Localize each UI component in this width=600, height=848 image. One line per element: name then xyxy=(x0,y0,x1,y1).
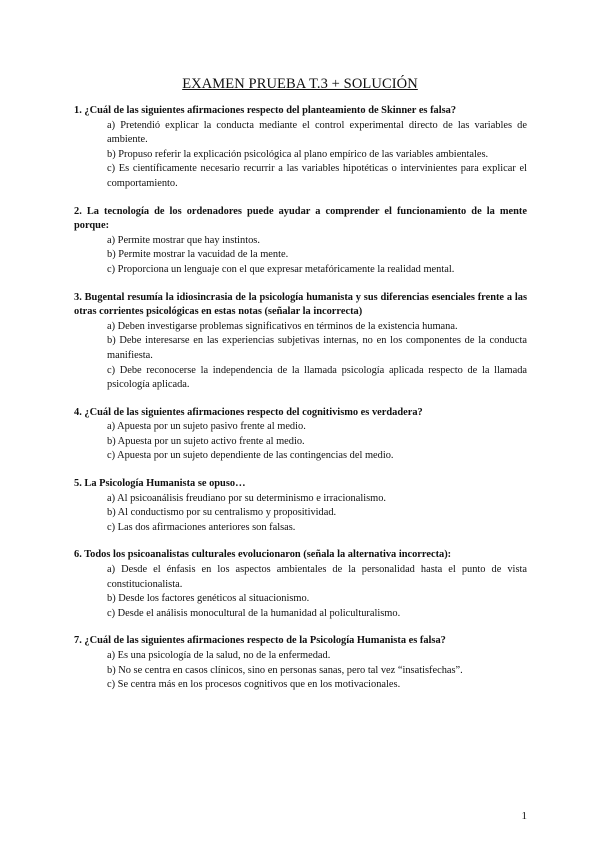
option-b: b) Al conductismo por su centralismo y propositividad. xyxy=(107,507,337,519)
question-text: 4. ¿Cuál de las siguientes afirmaciones respecto del cognitivismo es verdadera? xyxy=(74,406,423,418)
question-text: 1. ¿Cuál de las siguientes afirmaciones respecto del planteamiento de Skinner es falsa? xyxy=(74,105,457,116)
page-number: 1 xyxy=(521,810,527,822)
option-a: a) Pretendió explicar la conducta mediante el control experimental directo de las variables de ambiente. xyxy=(107,119,527,146)
question-list xyxy=(74,104,527,706)
option-b: b) Desde los factores genéticos al situacionismo. xyxy=(107,593,310,605)
option-a: a) Apuesta por un sujeto pasivo frente al medio. xyxy=(107,421,306,433)
question-7 xyxy=(74,634,527,692)
option-a: a) Deben investigarse problemas significativos en términos de la existencia humana. xyxy=(107,320,458,332)
option-b: b) Apuesta por un sujeto activo frente al medio. xyxy=(107,435,305,447)
document-title: EXAMEN PRUEBA T.3 + SOLUCIÓN xyxy=(182,76,418,92)
option-c: c) Desde el análisis monocultural de la humanidad al policulturalismo. xyxy=(107,607,401,619)
option-b: b) No se centra en casos clínicos, sino en personas sanas, pero tal vez “insatisfechas”. xyxy=(107,664,463,676)
option-list xyxy=(74,492,527,536)
option-c: c) Se centra más en los procesos cognitivos que en los motivacionales. xyxy=(107,679,401,691)
question-6 xyxy=(74,548,527,621)
question-text: 6. Todos los psicoanalistas culturales evolucionaron (señala la alternativa incorrecta): xyxy=(74,549,452,561)
question-4 xyxy=(74,406,527,464)
option-b: b) Debe interesarse en las experiencias subjetivas internas, no en los componentes de la conducta manifiesta. xyxy=(107,335,527,361)
question-text: 3. Bugental resumía la idiosincrasia de la psicología humanista y sus diferencias esenciales frente a las otras corrientes psicológicas en estas notas (señalar la incorrecta) xyxy=(74,291,527,318)
question-3 xyxy=(74,291,527,393)
question-text: 2. La tecnología de los ordenadores puede ayudar a comprender el funcionamiento de la mente porque: xyxy=(74,205,527,232)
question-5 xyxy=(74,477,527,535)
option-list xyxy=(74,119,527,192)
option-list xyxy=(74,420,527,464)
question-text: 7. ¿Cuál de las siguientes afirmaciones respecto de la Psicología Humanista es falsa? xyxy=(74,635,446,647)
question-1 xyxy=(74,104,527,192)
option-c: c) Apuesta por un sujeto dependiente de las contingencias del medio. xyxy=(107,450,394,462)
option-a: a) Permite mostrar que hay instintos. xyxy=(107,234,260,246)
option-c: c) Las dos afirmaciones anteriores son falsas. xyxy=(107,521,296,533)
option-a: a) Al psicoanálisis freudiano por su determinismo e irracionalismo. xyxy=(107,492,387,504)
option-list xyxy=(74,320,527,393)
option-a: a) Desde el énfasis en los aspectos ambientales de la personalidad hasta el punto de vista constitucionalista. xyxy=(107,564,527,590)
option-b: b) Permite mostrar la vacuidad de la mente. xyxy=(107,249,289,261)
option-c: c) Debe reconocerse la independencia de la llamada psicología aplicada respecto de la llamada psicología aplicada. xyxy=(107,364,527,391)
option-list xyxy=(74,649,527,693)
option-list xyxy=(74,234,527,278)
question-2 xyxy=(74,205,527,278)
option-c: c) Proporciona un lenguaje con el que expresar metafóricamente la realidad mental. xyxy=(107,263,455,275)
option-a: a) Es una psicología de la salud, no de la enfermedad. xyxy=(107,650,331,661)
option-c: c) Es científicamente necesario recurrir a las variables hipotéticas o intervinientes para explicar el comportamiento. xyxy=(107,163,527,189)
question-text: 5. La Psicología Humanista se opuso… xyxy=(74,478,246,490)
option-b: b) Propuso referir la explicación psicológica al plano empírico de las variables ambientales. xyxy=(107,148,489,160)
option-list xyxy=(74,563,527,621)
